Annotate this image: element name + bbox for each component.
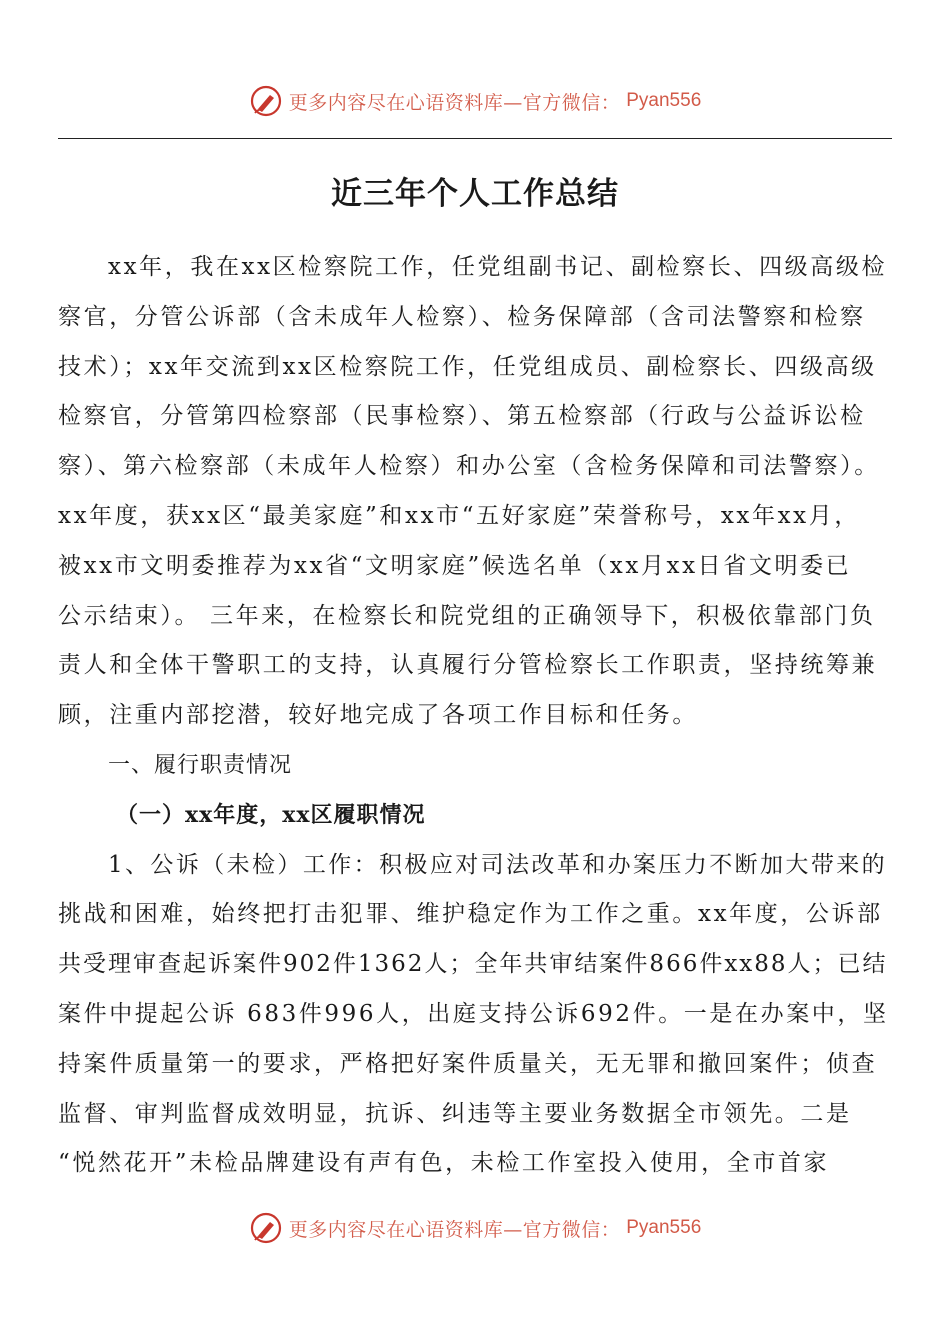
paragraph-line: 察官，分管公诉部（含未成年人检察）、检务保障部（含司法警察和检察 <box>58 303 866 330</box>
paragraph-line: 案件中提起公诉 683件996人，出庭支持公诉692件。一是在办案中，坚 <box>58 1000 889 1027</box>
paragraph-line: 被xx市文明委推荐为xx省“文明家庭”候选名单（xx月xx日省文明委已 <box>58 552 852 579</box>
paragraph-line: 察）、第六检察部（未成年人检察）和办公室（含检务保障和司法警察）。 <box>58 453 880 480</box>
pen-logo-icon <box>249 1211 283 1245</box>
section-heading: 一、履行职责情况 <box>108 752 293 778</box>
paragraph-line: 检察官，分管第四检察部（民事检察）、第五检察部（行政与公益诉讼检 <box>58 403 866 430</box>
paragraph-line: xx年，我在xx区检察院工作，任党组副书记、副检察长、四级高级检 <box>108 254 888 280</box>
paragraph-line: xx年度，获xx区“最美家庭”和xx市“五好家庭”荣誉称号，xx年xx月， <box>58 502 860 529</box>
banner-wechat-id: Pyan556 <box>626 1217 702 1238</box>
document-body <box>58 243 892 1189</box>
banner-text: 更多内容尽在心语资料库—官方微信： <box>288 91 621 114</box>
paragraph-line: 挑战和困难，始终把打击犯罪、维护稳定作为工作之重。xx年度，公诉部 <box>58 901 883 928</box>
header-divider <box>58 138 892 139</box>
paragraph-line: 共受理审查起诉案件902件1362人；全年共审结案件866件xx88人；已结 <box>58 951 888 978</box>
banner-text: 更多内容尽在心语资料库—官方微信： <box>288 1218 621 1241</box>
paragraph-line: 公示结束）。 三年来，在检察长和院党组的正确领导下，积极依靠部门负 <box>58 602 876 629</box>
paragraph-line: 持案件质量第一的要求，严格把好案件质量关，无无罪和撤回案件；侦查 <box>58 1050 878 1077</box>
header-banner <box>0 84 950 122</box>
footer-banner <box>0 1211 950 1249</box>
subsection-heading: （一）xx年度，xx区履职情况 <box>116 801 426 828</box>
paragraph-line: 技术）；xx年交流到xx区检察院工作，任党组成员、副检察长、四级高级 <box>58 353 877 380</box>
paragraph-line: “悦然花开”未检品牌建设有声有色，未检工作室投入使用，全市首家 <box>58 1150 830 1177</box>
banner-wechat-id: Pyan556 <box>626 90 702 111</box>
page-title: 近三年个人工作总结 <box>331 176 619 212</box>
paragraph-line: 监督、审判监督成效明显，抗诉、纠违等主要业务数据全市领先。二是 <box>58 1100 852 1127</box>
paragraph-line: 顾，注重内部挖潜，较好地完成了各项工作目标和任务。 <box>58 702 698 729</box>
pen-logo-icon <box>249 84 283 118</box>
paragraph-line: 1、公诉（未检）工作：积极应对司法改革和办案压力不断加大带来的 <box>108 851 888 878</box>
paragraph-line: 责人和全体干警职工的支持，认真履行分管检察长工作职责，坚持统筹兼 <box>58 652 878 679</box>
